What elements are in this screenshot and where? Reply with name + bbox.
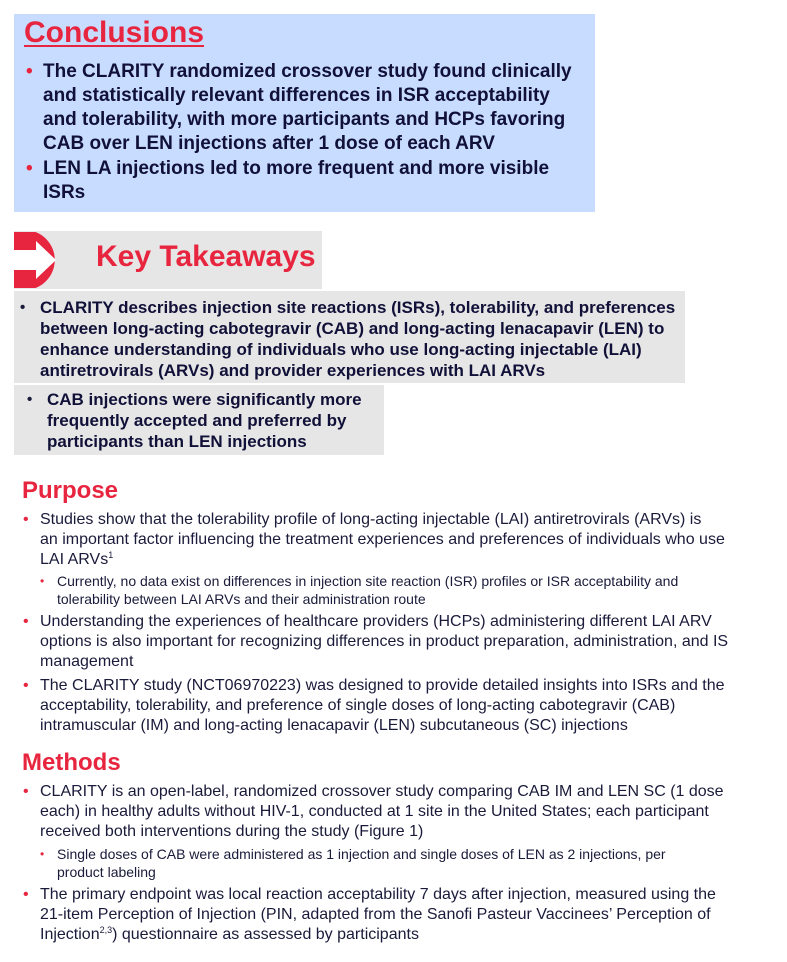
text-line: CAB over LEN injections after 1 dose of each ARV — [43, 133, 495, 154]
text-line — [40, 925, 716, 945]
key-takeaways-heading: Key Takeaways — [96, 240, 316, 273]
text-line: • CLARITY describes injection site reactions (ISRs), tolerability, and preferences — [40, 298, 676, 317]
takeaway-item — [47, 389, 382, 452]
text-span: Injection — [40, 926, 100, 943]
text-line: an important factor influencing the treatment experiences and preferences of individuals who use — [40, 531, 725, 548]
conclusions-heading: Conclusions — [24, 16, 205, 49]
text-line — [40, 550, 725, 570]
takeaway-item — [40, 297, 685, 381]
purpose-heading: Purpose — [22, 477, 119, 504]
text-line: • Understanding the experiences of healthcare providers (HCPs) administering different LAI ARV — [40, 613, 712, 630]
purpose-subitem — [57, 572, 678, 608]
text-line: • CLARITY is an open-label, randomized crossover study comparing CAB IM and LEN SC (1 dose — [40, 783, 724, 800]
footnote-ref: 1 — [108, 550, 114, 560]
text-line: tolerability between LAI ARVs and their administration route — [57, 591, 426, 607]
text-span: ) questionnaire as assessed by participants — [112, 926, 419, 943]
text-line: participants than LEN injections — [47, 432, 307, 451]
text-line: • Single doses of CAB were administered as 1 injection and single doses of LEN as 2 injections, per — [57, 846, 666, 862]
text-line: between long-acting cabotegravir (CAB) and long-acting lenacapavir (LEN) to — [40, 319, 665, 338]
text-line: • LEN LA injections led to more frequent and more visible — [43, 158, 550, 179]
methods-item — [40, 885, 716, 945]
methods-heading: Methods — [22, 749, 121, 776]
text-line: antiretrovirals (ARVs) and provider experiences with LAI ARVs — [40, 361, 546, 380]
text-line: • The CLARITY randomized crossover study found clinically — [43, 61, 572, 82]
text-line: intramuscular (IM) and long-acting lenacapavir (LEN) subcutaneous (SC) injections — [40, 717, 628, 734]
text-line: and statistically relevant differences in ISR acceptability — [43, 85, 550, 106]
methods-subitem — [57, 845, 666, 881]
text-line: enhance understanding of individuals who use long-acting injectable (LAI) — [40, 340, 642, 359]
conclusion-item — [43, 157, 595, 205]
methods-item — [40, 782, 724, 842]
arrow-circle-icon — [0, 232, 74, 288]
text-line: each) in healthy adults without HIV-1, conducted at 1 site in the United States; each participant — [40, 803, 709, 820]
text-line: frequently accepted and preferred by — [47, 411, 347, 430]
purpose-item — [40, 676, 725, 736]
text-line: ISRs — [43, 182, 86, 203]
purpose-item — [40, 510, 725, 570]
text-line: management — [40, 653, 134, 670]
text-line: • The CLARITY study (NCT06970223) was designed to provide detailed insights into ISRs and the — [40, 677, 725, 694]
conclusion-item — [43, 60, 595, 156]
text-line: received both interventions during the study (Figure 1) — [40, 823, 424, 840]
text-line: 21-item Perception of Injection (PIN, adapted from the Sanofi Pasteur Vaccinees’ Perception of — [40, 906, 711, 923]
text-line: • CAB injections were significantly more — [47, 390, 362, 409]
text-line: options is also important for recognizing differences in product preparation, administration, and IS — [40, 633, 729, 650]
text-line: • The primary endpoint was local reaction acceptability 7 days after injection, measured using the — [40, 886, 716, 903]
text-line: product labeling — [57, 864, 156, 880]
text-line: • Studies show that the tolerability profile of long-acting injectable (LAI) antiretrovirals (ARVs) is — [40, 511, 702, 528]
text-line: acceptability, tolerability, and preference of single doses of long-acting cabotegravir (CAB) — [40, 697, 676, 714]
footnote-ref: 2,3 — [99, 925, 113, 935]
text-line: and tolerability, with more participants and HCPs favoring — [43, 109, 566, 130]
text-span: LAI ARVs — [40, 551, 109, 568]
text-line: • Currently, no data exist on differences in injection site reaction (ISR) profiles or ISR acceptability and — [57, 573, 679, 589]
purpose-item — [40, 612, 728, 672]
